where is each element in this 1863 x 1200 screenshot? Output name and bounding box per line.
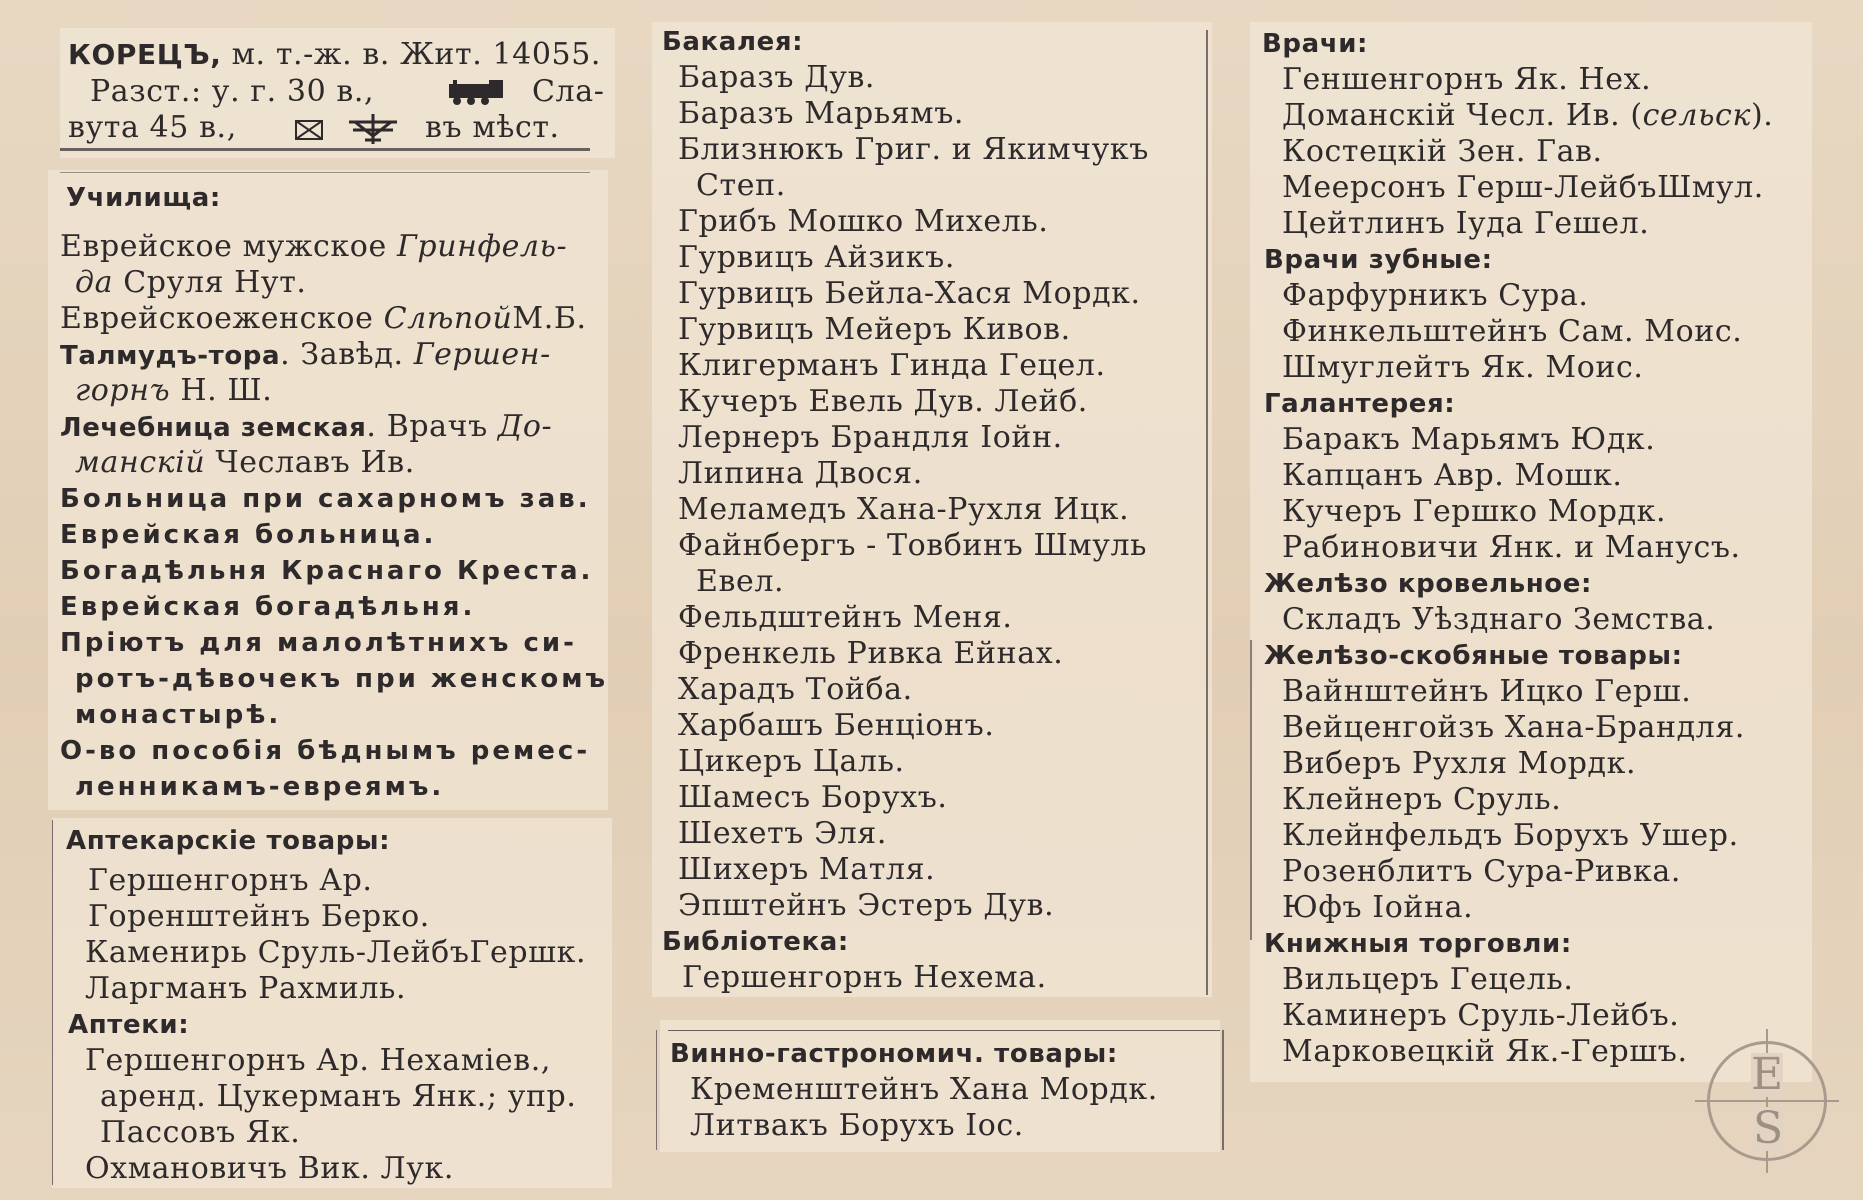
doctors-heading: Врачи:	[1262, 29, 1369, 59]
list-item: Марковецкій Як.-Гершъ.	[1282, 1034, 1688, 1069]
list-item: Эпштейнъ Эстеръ Дув.	[678, 888, 1055, 923]
list-item: Шихеръ Матля.	[678, 852, 936, 887]
red-cross-almshouse: Богадѣльня Краснаго Креста.	[60, 556, 594, 586]
list-item: Рабиновичи Янк. и Манусъ.	[1282, 530, 1741, 565]
pharmacy-goods-heading: Аптекарскіе товары:	[66, 826, 391, 856]
header-line-1	[68, 37, 601, 73]
list-item: Клигерманъ Гинда Гецел.	[678, 348, 1106, 383]
text: Доманскій Чесл. Ив. (	[1282, 98, 1643, 133]
jewish-almshouse: Еврейская богадѣльня.	[60, 592, 476, 622]
list-item: Виберъ Рухля Мордк.	[1282, 746, 1637, 781]
list-item: Юфъ Іойна.	[1282, 890, 1474, 925]
list-item: Литвакъ Борухъ Іос.	[690, 1108, 1024, 1143]
orphanage-cont-2: монастырѣ.	[75, 700, 282, 730]
haberdashery-heading: Галантерея:	[1264, 389, 1456, 419]
text: Еврейское мужское	[60, 229, 397, 264]
list-item: Лернеръ Брандля Іойн.	[678, 420, 1063, 455]
list-item: Розенблитъ Сура-Ривка.	[1282, 854, 1681, 889]
list-item: Баракъ Марьямъ Юдк.	[1282, 422, 1656, 457]
dentists-heading: Врачи зубные:	[1264, 245, 1493, 275]
list-item: аренд. Цукерманъ Янк.; упр.	[100, 1079, 577, 1114]
list-item: Харбашъ Бенціонъ.	[678, 708, 995, 743]
list-item: Цикеръ Цаль.	[678, 744, 905, 779]
col2-right-rule	[1206, 30, 1208, 995]
list-item: Грибъ Мошко Михель.	[678, 204, 1049, 239]
talmud-tora-cont	[75, 373, 272, 409]
list-item: Шмуглейтъ Як. Моис.	[1282, 350, 1644, 385]
list-item: Гурвицъ Мейеръ Кивов.	[678, 312, 1071, 347]
jewish-hospital: Еврейская больница.	[60, 520, 437, 550]
list-item: Фарфурникъ Сура.	[1282, 278, 1589, 313]
text: Слѣпой	[383, 301, 513, 336]
list-item: Кучеръ Евель Дув. Лейб.	[678, 384, 1088, 419]
list-item: Гершенгорнъ Ар.	[88, 863, 373, 898]
roof-iron-heading: Желѣзо кровельное:	[1264, 569, 1593, 599]
list-item: Клейнфельдъ Борухъ Ушер.	[1282, 818, 1739, 853]
orphanage: Пріютъ для малолѣтнихъ си-	[60, 628, 577, 658]
list-item: Вильцеръ Гецель.	[1282, 962, 1574, 997]
distances: Разст.: у. г. 30 в.,	[90, 74, 375, 109]
list-item: Геншенгорнъ Як. Нех.	[1282, 62, 1652, 97]
list-item: Френкель Ривка Ейнах.	[678, 636, 1064, 671]
list-item: Пассовъ Як.	[100, 1115, 301, 1150]
school-jewish-female	[60, 301, 587, 337]
railway-icon	[445, 80, 507, 106]
text: да	[75, 265, 114, 300]
school-jewish-male-cont	[75, 265, 307, 301]
artisans-society-cont: ленникамъ-евреямъ.	[75, 772, 445, 802]
wine-top-rule	[668, 1030, 1220, 1031]
list-item: Шамесъ Борухъ.	[678, 780, 948, 815]
watermark-stamp-icon	[1707, 1041, 1827, 1161]
talmud-tora	[60, 337, 551, 374]
text: . Врачъ	[366, 409, 498, 444]
zemstvo-hospital-cont	[75, 445, 415, 481]
list-item: Костецкій Зен. Гав.	[1282, 134, 1603, 169]
list-item: Финкельштейнъ Сам. Моис.	[1282, 314, 1743, 349]
list-item: Вейценгойзъ Хана-Брандля.	[1282, 710, 1745, 745]
list-item: Каменирь Сруль-ЛейбъГершк.	[85, 935, 587, 970]
list-item: Баразъ Марьямъ.	[678, 96, 965, 131]
wine-heading: Винно-гастрономич. товары:	[670, 1039, 1118, 1069]
town-name: КОРЕЦЪ,	[68, 38, 222, 71]
header-line-2	[90, 74, 374, 110]
list-item: Баразъ Дув.	[678, 60, 876, 95]
text: Н. Ш.	[170, 373, 273, 408]
town-info: м. т.-ж. в. Жит. 14055.	[231, 37, 602, 72]
text: сельск	[1642, 98, 1751, 133]
list-item: Кременштейнъ Хана Мордк.	[690, 1072, 1158, 1107]
list-item: Евел.	[696, 564, 785, 599]
hardware-heading: Желѣзо-скобяные товары:	[1264, 641, 1683, 671]
sugar-factory-hospital: Больница при сахарномъ зав.	[60, 484, 591, 514]
header-line-2-end: Сла-	[532, 74, 605, 109]
header-rule	[60, 148, 590, 151]
telegraph-icon	[345, 112, 401, 146]
list-item: Липина Двося.	[678, 456, 923, 491]
list-item: Гершенгорнъ Нехема.	[682, 960, 1047, 995]
artisans-society: О-во пособія бѣднымъ ремес-	[60, 736, 591, 766]
list-item	[1282, 98, 1773, 134]
col2-lower-right-rule	[1222, 1030, 1224, 1150]
col2-lower-left-rule	[656, 1030, 657, 1150]
text: Талмудъ-тора	[60, 341, 281, 371]
list-item: Близнюкъ Григ. и Якимчукъ	[678, 132, 1149, 167]
pharmacies-heading: Аптеки:	[68, 1010, 190, 1040]
header-line-3b: въ мѣст.	[425, 110, 560, 145]
library-heading: Библіотека:	[662, 927, 849, 957]
list-item: Складъ Уѣзднаго Земства.	[1282, 602, 1716, 637]
text: . Завѣд.	[280, 337, 414, 372]
grocery-heading: Бакалея:	[662, 27, 804, 57]
text: Лечебница земская	[60, 413, 367, 443]
text: М.Б.	[512, 301, 587, 336]
list-item: Гурвицъ Бейла-Хася Мордк.	[678, 276, 1141, 311]
text: Гершен-	[413, 337, 551, 372]
list-item: Клейнеръ Сруль.	[1282, 782, 1562, 817]
list-item: Кучеръ Гершко Мордк.	[1282, 494, 1667, 529]
text: манскій	[75, 445, 206, 480]
list-item: Файнбергъ - Товбинъ Шмуль	[678, 528, 1148, 563]
school-jewish-male	[60, 229, 567, 265]
schools-heading: Училища:	[66, 183, 221, 213]
stamp-letter-s: S	[1753, 1103, 1784, 1154]
text: Чеславъ Ив.	[205, 445, 415, 480]
list-item: Гершенгорнъ Ар. Нехаміев.,	[85, 1043, 552, 1078]
orphanage-cont-1: ротъ-дѣвочекъ при женскомъ	[75, 664, 609, 694]
list-item: Цейтлинъ Іуда Гешел.	[1282, 206, 1650, 241]
list-item: Степ.	[696, 168, 786, 203]
list-item: Фельдштейнъ Меня.	[678, 600, 1013, 635]
list-item: Горенштейнъ Берко.	[88, 899, 430, 934]
stamp-letter-e: E	[1751, 1049, 1784, 1100]
text: Гринфель-	[396, 229, 568, 264]
text: До-	[497, 409, 553, 444]
text: Сруля Нут.	[113, 265, 307, 300]
col1-left-rule	[52, 820, 53, 1185]
text: горнъ	[75, 373, 171, 408]
text: Еврейскоеженское	[60, 301, 384, 336]
list-item: Гурвицъ Айзикъ.	[678, 240, 955, 275]
zemstvo-hospital	[60, 409, 552, 446]
list-item: Каминеръ Сруль-Лейбъ.	[1282, 998, 1680, 1033]
list-item: Ларгманъ Рахмиль.	[85, 971, 407, 1006]
post-office-icon	[295, 120, 323, 140]
header-rule-2	[60, 172, 590, 173]
list-item: Шехетъ Эля.	[678, 816, 887, 851]
list-item: Меерсонъ Герш-ЛейбъШмул.	[1282, 170, 1764, 205]
list-item: Меламедъ Хана-Рухля Ицк.	[678, 492, 1130, 527]
bookshops-heading: Книжныя торговли:	[1264, 929, 1572, 959]
list-item: Вайнштейнъ Ицко Герш.	[1282, 674, 1692, 709]
list-item: Харадъ Тойба.	[678, 672, 913, 707]
list-item: Капцанъ Авр. Мошк.	[1282, 458, 1623, 493]
text: ).	[1750, 98, 1774, 133]
col3-left-rule	[1250, 640, 1252, 940]
header-line-3a: вута 45 в.,	[68, 110, 237, 145]
list-item: Охмановичъ Вик. Лук.	[85, 1151, 454, 1186]
